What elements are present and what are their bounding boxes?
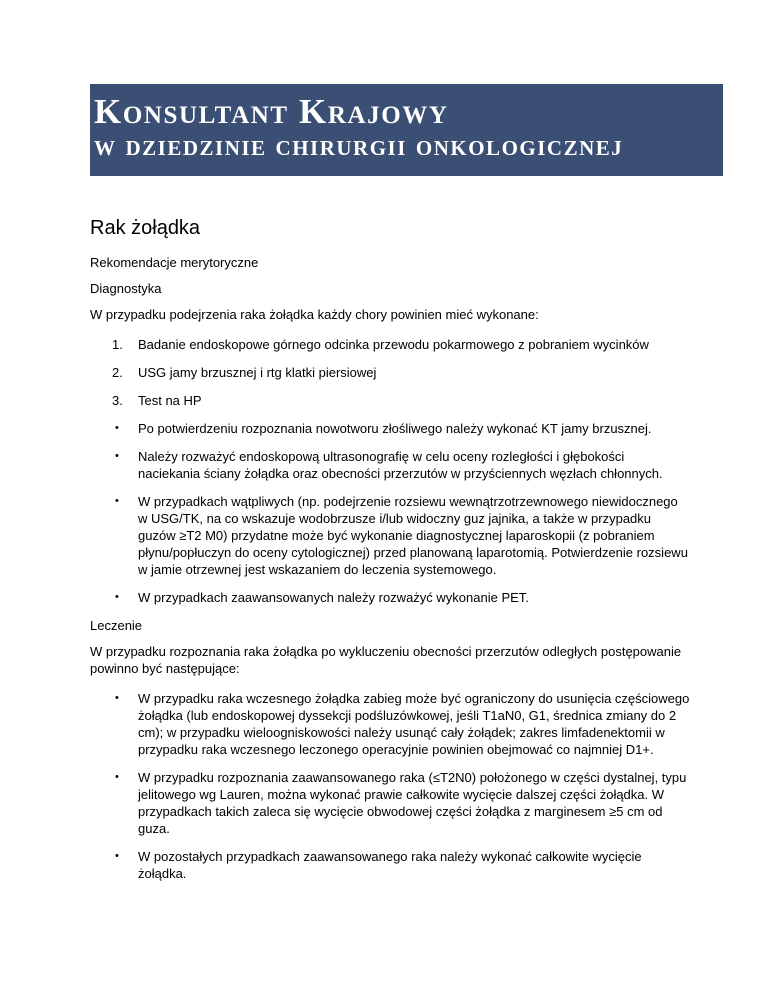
list-item-text: W przypadkach wątpliwych (np. podejrzenie rozsiewu wewnątrzotrzewnowego niewidocznego w USG/TK, na co wskazuje wodobrzusze i/lub widoczny guz jajnika, a także w przypadku guzów ≥T2 M0) przydatne może być wykonanie diagnostycznej laparoskopii (z pobraniem płynu/popłuczyn do oceny cytologicznej) przed planowaną laparotomią. Potwierdzenie rozsiewu w jamie otrzewnej jest wskazaniem do leczenia systemowego. <box>138 494 688 577</box>
list-item-text: W pozostałych przypadkach zaawansowanego raka należy wykonać całkowite wycięcie żołądka. <box>138 849 642 881</box>
list-number: 3. <box>112 393 123 408</box>
bullet-icon: • <box>115 771 119 783</box>
list-item <box>90 493 690 578</box>
list-item-text: Badanie endoskopowe górnego odcinka przewodu pokarmowego z pobraniem wycinków <box>138 337 649 352</box>
list-item-text: W przypadkach zaawansowanych należy rozważyć wykonanie PET. <box>138 590 529 605</box>
list-number: 2. <box>112 365 123 380</box>
document-body <box>90 216 690 893</box>
list-item <box>90 336 690 353</box>
list-item <box>90 690 690 758</box>
list-item <box>90 420 690 437</box>
diagnostics-bullet-list <box>90 420 690 606</box>
bullet-icon: • <box>115 422 119 434</box>
list-item <box>90 392 690 409</box>
diagnostics-numbered-list <box>90 336 690 409</box>
header-banner <box>90 84 723 176</box>
bullet-icon: • <box>115 692 119 704</box>
bullet-icon: • <box>115 850 119 862</box>
banner-title: Konsultant Krajowy <box>94 92 449 131</box>
bullet-icon: • <box>115 495 119 507</box>
list-item-text: USG jamy brzusznej i rtg klatki piersiowej <box>138 365 377 380</box>
bullet-icon: • <box>115 450 119 462</box>
page-title: Rak żołądka <box>90 217 201 239</box>
list-number: 1. <box>112 337 123 352</box>
list-item-text: Po potwierdzeniu rozpoznania nowotworu złośliwego należy wykonać KT jamy brzusznej. <box>138 421 652 436</box>
treatment-intro: W przypadku rozpoznania raka żołądka po wykluczeniu obecności przerzutów odległych postępowanie powinno być następujące: <box>90 644 682 676</box>
list-item-text: W przypadku raka wczesnego żołądka zabieg może być ograniczony do usunięcia częściowego żołądka (lub endoskopowej dyssekcji podśluzówkowej, jeśli T1aN0, G1, średnica zmiany do 2 cm); w przypadku wieloogniskowości należy usunąć cały żołądek; zakres limfadenektomii w przypadku raka wczesnego leczonego operacyjnie powinien obejmować co najmniej D1+. <box>138 691 690 757</box>
list-item-text: Należy rozważyć endoskopową ultrasonografię w celu oceny rozległości i głębokości naciekania ściany żołądka oraz obecności przerzutów w przyściennych węzłach chłonnych. <box>138 449 663 481</box>
bullet-icon: • <box>115 591 119 603</box>
list-item-text: W przypadku rozpoznania zaawansowanego raka (≤T2N0) położonego w części dystalnej, typu jelitowego wg Lauren, można wykonać prawie całkowite wycięcie dalszej części żołądka. W przypadkach takich zaleca się wycięcie obwodowej części żołądka z marginesem ≥5 cm od guza. <box>138 770 687 836</box>
list-item <box>90 769 690 837</box>
diagnostics-intro: W przypadku podejrzenia raka żołądka każdy chory powinien mieć wykonane: <box>90 307 539 322</box>
list-item-text: Test na HP <box>138 393 202 408</box>
list-item <box>90 589 690 606</box>
treatment-bullet-list <box>90 690 690 882</box>
section-heading-recommendations: Rekomendacje merytoryczne <box>90 255 259 270</box>
banner-subtitle: w dziedzinie chirurgii onkologicznej <box>94 129 624 162</box>
section-heading-treatment: Leczenie <box>90 618 143 633</box>
list-item <box>90 364 690 381</box>
list-item <box>90 448 690 482</box>
list-item <box>90 848 690 882</box>
section-heading-diagnostics: Diagnostyka <box>90 281 162 296</box>
